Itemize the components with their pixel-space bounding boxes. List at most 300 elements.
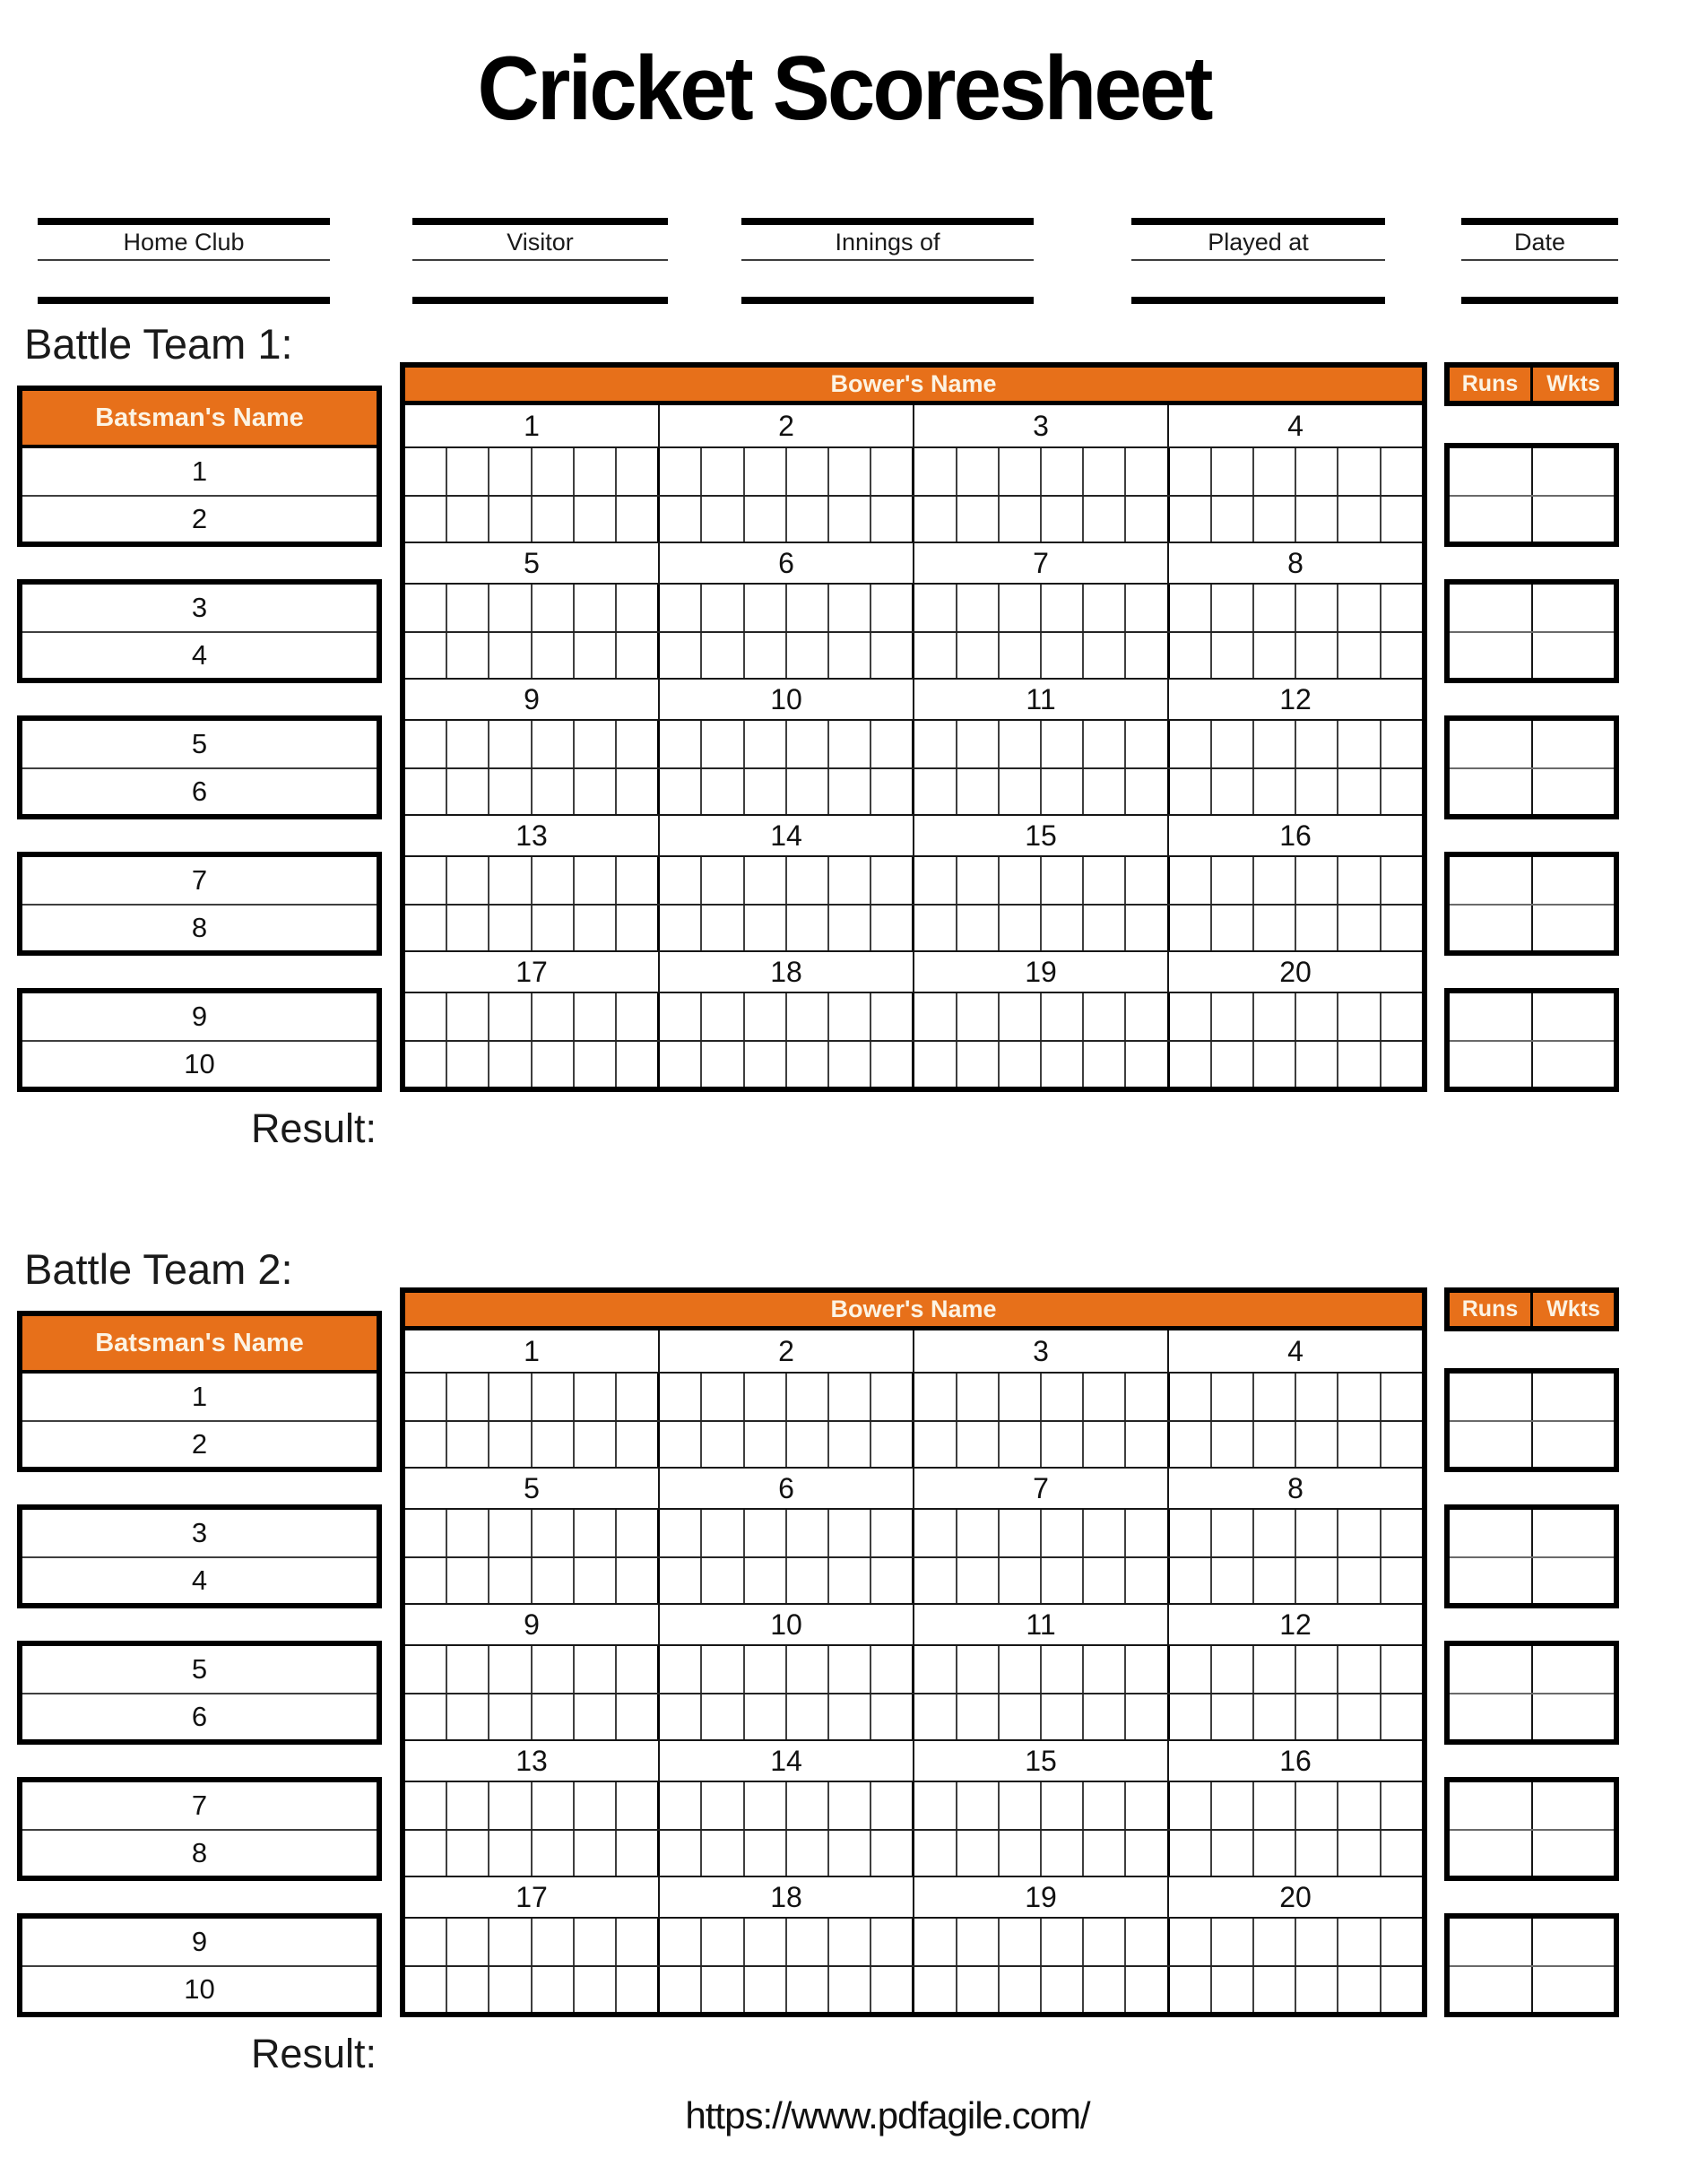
- batsman-name-cell[interactable]: 2: [22, 1420, 377, 1467]
- wkts-cell[interactable]: [1533, 1782, 1615, 1829]
- ball-score-cell[interactable]: [1126, 857, 1169, 904]
- ball-score-cell[interactable]: [405, 1646, 447, 1693]
- batsman-name-cell[interactable]: 10: [22, 1965, 377, 2012]
- ball-score-cell[interactable]: [1000, 1042, 1042, 1087]
- ball-score-cell[interactable]: [1170, 585, 1212, 631]
- ball-score-cell[interactable]: [1170, 1510, 1212, 1556]
- ball-score-cell[interactable]: [829, 1374, 871, 1420]
- ball-score-cell[interactable]: [575, 1831, 617, 1876]
- ball-score-cell[interactable]: [871, 1646, 914, 1693]
- ball-score-cell[interactable]: [914, 1558, 957, 1603]
- wkts-cell[interactable]: [1533, 857, 1615, 904]
- wkts-cell[interactable]: [1533, 1558, 1615, 1603]
- ball-score-cell[interactable]: [1126, 1558, 1169, 1603]
- ball-score-cell[interactable]: [660, 993, 702, 1040]
- ball-score-cell[interactable]: [787, 1694, 829, 1739]
- ball-score-cell[interactable]: [829, 1510, 871, 1556]
- ball-score-cell[interactable]: [1254, 1694, 1296, 1739]
- ball-score-cell[interactable]: [533, 1967, 575, 2012]
- ball-score-cell[interactable]: [1042, 721, 1084, 767]
- ball-score-cell[interactable]: [914, 857, 957, 904]
- ball-score-cell[interactable]: [1084, 1422, 1126, 1467]
- ball-score-cell[interactable]: [745, 585, 787, 631]
- ball-score-cell[interactable]: [1000, 1422, 1042, 1467]
- ball-score-cell[interactable]: [1084, 1782, 1126, 1829]
- ball-score-cell[interactable]: [1212, 993, 1254, 1040]
- ball-score-cell[interactable]: [829, 1646, 871, 1693]
- ball-score-cell[interactable]: [1296, 1374, 1338, 1420]
- ball-score-cell[interactable]: [1254, 857, 1296, 904]
- ball-score-cell[interactable]: [575, 1374, 617, 1420]
- batsman-name-cell[interactable]: 8: [22, 904, 377, 950]
- ball-score-cell[interactable]: [1170, 1782, 1212, 1829]
- ball-score-cell[interactable]: [1254, 497, 1296, 542]
- ball-score-cell[interactable]: [871, 585, 914, 631]
- ball-score-cell[interactable]: [489, 1558, 532, 1603]
- ball-score-cell[interactable]: [1126, 1510, 1169, 1556]
- ball-score-cell[interactable]: [914, 585, 957, 631]
- ball-score-cell[interactable]: [1212, 1919, 1254, 1965]
- ball-score-cell[interactable]: [447, 1831, 489, 1876]
- ball-score-cell[interactable]: [660, 1374, 702, 1420]
- ball-score-cell[interactable]: [1042, 633, 1084, 678]
- ball-score-cell[interactable]: [575, 633, 617, 678]
- ball-score-cell[interactable]: [829, 497, 871, 542]
- ball-score-cell[interactable]: [829, 906, 871, 950]
- ball-score-cell[interactable]: [660, 497, 702, 542]
- ball-score-cell[interactable]: [1170, 857, 1212, 904]
- ball-score-cell[interactable]: [1254, 448, 1296, 495]
- ball-score-cell[interactable]: [533, 1374, 575, 1420]
- ball-score-cell[interactable]: [617, 1831, 660, 1876]
- ball-score-cell[interactable]: [1084, 1042, 1126, 1087]
- ball-score-cell[interactable]: [1254, 633, 1296, 678]
- ball-score-cell[interactable]: [617, 857, 660, 904]
- ball-score-cell[interactable]: [575, 1646, 617, 1693]
- ball-score-cell[interactable]: [489, 585, 532, 631]
- runs-cell[interactable]: [1450, 906, 1533, 950]
- batsman-name-cell[interactable]: 2: [22, 495, 377, 542]
- ball-score-cell[interactable]: [1382, 721, 1422, 767]
- ball-score-cell[interactable]: [1084, 633, 1126, 678]
- batsman-name-cell[interactable]: 10: [22, 1040, 377, 1087]
- ball-score-cell[interactable]: [1042, 497, 1084, 542]
- ball-score-cell[interactable]: [1084, 497, 1126, 542]
- ball-score-cell[interactable]: [1126, 1782, 1169, 1829]
- ball-score-cell[interactable]: [829, 1694, 871, 1739]
- ball-score-cell[interactable]: [575, 1782, 617, 1829]
- ball-score-cell[interactable]: [1000, 1694, 1042, 1739]
- ball-score-cell[interactable]: [447, 1510, 489, 1556]
- ball-score-cell[interactable]: [405, 1919, 447, 1965]
- ball-score-cell[interactable]: [914, 1374, 957, 1420]
- ball-score-cell[interactable]: [787, 1422, 829, 1467]
- ball-score-cell[interactable]: [447, 633, 489, 678]
- ball-score-cell[interactable]: [702, 857, 744, 904]
- ball-score-cell[interactable]: [1000, 1967, 1042, 2012]
- ball-score-cell[interactable]: [787, 497, 829, 542]
- ball-score-cell[interactable]: [914, 769, 957, 814]
- ball-score-cell[interactable]: [660, 721, 702, 767]
- ball-score-cell[interactable]: [1254, 1831, 1296, 1876]
- ball-score-cell[interactable]: [1126, 993, 1169, 1040]
- ball-score-cell[interactable]: [1126, 497, 1169, 542]
- wkts-cell[interactable]: [1533, 906, 1615, 950]
- wkts-cell[interactable]: [1533, 721, 1615, 767]
- ball-score-cell[interactable]: [914, 1694, 957, 1739]
- ball-score-cell[interactable]: [617, 721, 660, 767]
- ball-score-cell[interactable]: [660, 1694, 702, 1739]
- ball-score-cell[interactable]: [1296, 993, 1338, 1040]
- ball-score-cell[interactable]: [1212, 721, 1254, 767]
- ball-score-cell[interactable]: [1382, 1558, 1422, 1603]
- ball-score-cell[interactable]: [489, 1694, 532, 1739]
- ball-score-cell[interactable]: [1254, 993, 1296, 1040]
- ball-score-cell[interactable]: [489, 1510, 532, 1556]
- ball-score-cell[interactable]: [575, 448, 617, 495]
- ball-score-cell[interactable]: [745, 1374, 787, 1420]
- ball-score-cell[interactable]: [1254, 906, 1296, 950]
- ball-score-cell[interactable]: [1338, 1919, 1381, 1965]
- ball-score-cell[interactable]: [957, 721, 1000, 767]
- ball-score-cell[interactable]: [1338, 1510, 1381, 1556]
- ball-score-cell[interactable]: [1296, 769, 1338, 814]
- ball-score-cell[interactable]: [489, 1782, 532, 1829]
- ball-score-cell[interactable]: [702, 1042, 744, 1087]
- ball-score-cell[interactable]: [575, 497, 617, 542]
- ball-score-cell[interactable]: [1084, 585, 1126, 631]
- wkts-cell[interactable]: [1533, 993, 1615, 1040]
- wkts-cell[interactable]: [1533, 1694, 1615, 1739]
- ball-score-cell[interactable]: [1084, 1831, 1126, 1876]
- ball-score-cell[interactable]: [871, 1782, 914, 1829]
- ball-score-cell[interactable]: [914, 721, 957, 767]
- ball-score-cell[interactable]: [533, 1694, 575, 1739]
- ball-score-cell[interactable]: [829, 1967, 871, 2012]
- batsman-name-cell[interactable]: 7: [191, 864, 208, 896]
- runs-cell[interactable]: [1450, 1374, 1533, 1420]
- batsman-name-cell[interactable]: 4: [22, 631, 377, 678]
- ball-score-cell[interactable]: [1382, 1919, 1422, 1965]
- ball-score-cell[interactable]: [489, 857, 532, 904]
- ball-score-cell[interactable]: [1296, 1831, 1338, 1876]
- header-field-innings-of[interactable]: [741, 218, 1034, 304]
- ball-score-cell[interactable]: [1296, 857, 1338, 904]
- ball-score-cell[interactable]: [745, 633, 787, 678]
- ball-score-cell[interactable]: [489, 448, 532, 495]
- batsman-name-cell[interactable]: 6: [22, 767, 377, 814]
- ball-score-cell[interactable]: [1126, 1967, 1169, 2012]
- wkts-cell[interactable]: [1533, 1374, 1615, 1420]
- ball-score-cell[interactable]: [829, 1042, 871, 1087]
- ball-score-cell[interactable]: [1254, 1646, 1296, 1693]
- ball-score-cell[interactable]: [702, 993, 744, 1040]
- runs-cell[interactable]: [1450, 1558, 1533, 1603]
- ball-score-cell[interactable]: [787, 1646, 829, 1693]
- ball-score-cell[interactable]: [1296, 1919, 1338, 1965]
- ball-score-cell[interactable]: [1042, 1919, 1084, 1965]
- ball-score-cell[interactable]: [447, 1967, 489, 2012]
- ball-score-cell[interactable]: [447, 1782, 489, 1829]
- ball-score-cell[interactable]: [829, 1558, 871, 1603]
- ball-score-cell[interactable]: [1212, 585, 1254, 631]
- ball-score-cell[interactable]: [1296, 497, 1338, 542]
- ball-score-cell[interactable]: [829, 1782, 871, 1829]
- ball-score-cell[interactable]: [1382, 1374, 1422, 1420]
- ball-score-cell[interactable]: [957, 497, 1000, 542]
- ball-score-cell[interactable]: [829, 1919, 871, 1965]
- ball-score-cell[interactable]: [745, 1919, 787, 1965]
- ball-score-cell[interactable]: [1338, 1646, 1381, 1693]
- ball-score-cell[interactable]: [1170, 1646, 1212, 1693]
- ball-score-cell[interactable]: [957, 1782, 1000, 1829]
- ball-score-cell[interactable]: [871, 1967, 914, 2012]
- ball-score-cell[interactable]: [914, 1646, 957, 1693]
- ball-score-cell[interactable]: [1170, 448, 1212, 495]
- ball-score-cell[interactable]: [745, 1510, 787, 1556]
- ball-score-cell[interactable]: [405, 993, 447, 1040]
- ball-score-cell[interactable]: [914, 1422, 957, 1467]
- ball-score-cell[interactable]: [575, 769, 617, 814]
- wkts-cell[interactable]: [1533, 633, 1615, 678]
- runs-cell[interactable]: [1450, 769, 1533, 814]
- ball-score-cell[interactable]: [702, 1374, 744, 1420]
- ball-score-cell[interactable]: [617, 1422, 660, 1467]
- ball-score-cell[interactable]: [1296, 721, 1338, 767]
- ball-score-cell[interactable]: [447, 1042, 489, 1087]
- batsman-name-cell[interactable]: 3: [191, 592, 208, 623]
- ball-score-cell[interactable]: [1000, 857, 1042, 904]
- ball-score-cell[interactable]: [575, 1919, 617, 1965]
- ball-score-cell[interactable]: [533, 1558, 575, 1603]
- ball-score-cell[interactable]: [575, 993, 617, 1040]
- ball-score-cell[interactable]: [1126, 585, 1169, 631]
- ball-score-cell[interactable]: [1042, 448, 1084, 495]
- ball-score-cell[interactable]: [1212, 1042, 1254, 1087]
- ball-score-cell[interactable]: [1000, 633, 1042, 678]
- ball-score-cell[interactable]: [1212, 1510, 1254, 1556]
- ball-score-cell[interactable]: [1042, 1558, 1084, 1603]
- ball-score-cell[interactable]: [1170, 1042, 1212, 1087]
- ball-score-cell[interactable]: [1382, 1967, 1422, 2012]
- ball-score-cell[interactable]: [745, 1831, 787, 1876]
- ball-score-cell[interactable]: [617, 1510, 660, 1556]
- ball-score-cell[interactable]: [787, 1558, 829, 1603]
- ball-score-cell[interactable]: [405, 1042, 447, 1087]
- ball-score-cell[interactable]: [660, 1510, 702, 1556]
- ball-score-cell[interactable]: [1296, 1782, 1338, 1829]
- ball-score-cell[interactable]: [1126, 1374, 1169, 1420]
- runs-cell[interactable]: [1450, 1510, 1533, 1556]
- ball-score-cell[interactable]: [829, 633, 871, 678]
- ball-score-cell[interactable]: [702, 497, 744, 542]
- ball-score-cell[interactable]: [489, 1042, 532, 1087]
- ball-score-cell[interactable]: [745, 497, 787, 542]
- ball-score-cell[interactable]: [1338, 1558, 1381, 1603]
- ball-score-cell[interactable]: [1338, 1967, 1381, 2012]
- ball-score-cell[interactable]: [1254, 1510, 1296, 1556]
- ball-score-cell[interactable]: [1212, 1694, 1254, 1739]
- ball-score-cell[interactable]: [617, 1646, 660, 1693]
- ball-score-cell[interactable]: [617, 769, 660, 814]
- ball-score-cell[interactable]: [745, 1646, 787, 1693]
- runs-cell[interactable]: [1450, 1782, 1533, 1829]
- runs-cell[interactable]: [1450, 1831, 1533, 1876]
- ball-score-cell[interactable]: [1042, 1694, 1084, 1739]
- ball-score-cell[interactable]: [1042, 585, 1084, 631]
- ball-score-cell[interactable]: [745, 1422, 787, 1467]
- ball-score-cell[interactable]: [1084, 857, 1126, 904]
- ball-score-cell[interactable]: [787, 721, 829, 767]
- ball-score-cell[interactable]: [745, 721, 787, 767]
- ball-score-cell[interactable]: [829, 448, 871, 495]
- ball-score-cell[interactable]: [575, 1422, 617, 1467]
- ball-score-cell[interactable]: [1338, 993, 1381, 1040]
- runs-cell[interactable]: [1450, 857, 1533, 904]
- ball-score-cell[interactable]: [447, 906, 489, 950]
- ball-score-cell[interactable]: [533, 448, 575, 495]
- ball-score-cell[interactable]: [1126, 1042, 1169, 1087]
- ball-score-cell[interactable]: [1084, 1646, 1126, 1693]
- ball-score-cell[interactable]: [957, 1919, 1000, 1965]
- ball-score-cell[interactable]: [1212, 1782, 1254, 1829]
- ball-score-cell[interactable]: [533, 497, 575, 542]
- ball-score-cell[interactable]: [1170, 993, 1212, 1040]
- ball-score-cell[interactable]: [957, 906, 1000, 950]
- batsman-name-cell[interactable]: 4: [22, 1556, 377, 1603]
- ball-score-cell[interactable]: [1338, 769, 1381, 814]
- wkts-cell[interactable]: [1533, 497, 1615, 542]
- ball-score-cell[interactable]: [1042, 857, 1084, 904]
- ball-score-cell[interactable]: [871, 633, 914, 678]
- ball-score-cell[interactable]: [1382, 1422, 1422, 1467]
- ball-score-cell[interactable]: [617, 1374, 660, 1420]
- runs-cell[interactable]: [1450, 993, 1533, 1040]
- ball-score-cell[interactable]: [405, 721, 447, 767]
- ball-score-cell[interactable]: [533, 993, 575, 1040]
- ball-score-cell[interactable]: [447, 585, 489, 631]
- ball-score-cell[interactable]: [447, 721, 489, 767]
- ball-score-cell[interactable]: [575, 1510, 617, 1556]
- wkts-cell[interactable]: [1533, 585, 1615, 631]
- ball-score-cell[interactable]: [617, 1694, 660, 1739]
- ball-score-cell[interactable]: [702, 1782, 744, 1829]
- ball-score-cell[interactable]: [1042, 1646, 1084, 1693]
- ball-score-cell[interactable]: [1126, 448, 1169, 495]
- ball-score-cell[interactable]: [405, 497, 447, 542]
- ball-score-cell[interactable]: [447, 1374, 489, 1420]
- ball-score-cell[interactable]: [405, 1831, 447, 1876]
- ball-score-cell[interactable]: [1338, 448, 1381, 495]
- ball-score-cell[interactable]: [745, 857, 787, 904]
- ball-score-cell[interactable]: [1338, 1831, 1381, 1876]
- ball-score-cell[interactable]: [787, 1919, 829, 1965]
- ball-score-cell[interactable]: [1254, 1422, 1296, 1467]
- wkts-cell[interactable]: [1533, 1042, 1615, 1087]
- ball-score-cell[interactable]: [1126, 633, 1169, 678]
- ball-score-cell[interactable]: [702, 1422, 744, 1467]
- ball-score-cell[interactable]: [1212, 497, 1254, 542]
- ball-score-cell[interactable]: [617, 633, 660, 678]
- ball-score-cell[interactable]: [1382, 585, 1422, 631]
- ball-score-cell[interactable]: [1296, 448, 1338, 495]
- ball-score-cell[interactable]: [447, 497, 489, 542]
- ball-score-cell[interactable]: [914, 1967, 957, 2012]
- ball-score-cell[interactable]: [660, 1831, 702, 1876]
- ball-score-cell[interactable]: [871, 448, 914, 495]
- ball-score-cell[interactable]: [914, 1042, 957, 1087]
- ball-score-cell[interactable]: [405, 857, 447, 904]
- ball-score-cell[interactable]: [1170, 497, 1212, 542]
- ball-score-cell[interactable]: [871, 993, 914, 1040]
- ball-score-cell[interactable]: [1042, 1374, 1084, 1420]
- wkts-cell[interactable]: [1533, 1646, 1615, 1693]
- wkts-cell[interactable]: [1533, 1510, 1615, 1556]
- ball-score-cell[interactable]: [1084, 1510, 1126, 1556]
- ball-score-cell[interactable]: [1084, 448, 1126, 495]
- batsman-name-cell[interactable]: 1: [191, 1381, 208, 1412]
- wkts-cell[interactable]: [1533, 448, 1615, 495]
- ball-score-cell[interactable]: [1042, 1510, 1084, 1556]
- ball-score-cell[interactable]: [745, 1042, 787, 1087]
- ball-score-cell[interactable]: [1296, 1646, 1338, 1693]
- ball-score-cell[interactable]: [533, 1042, 575, 1087]
- ball-score-cell[interactable]: [617, 497, 660, 542]
- ball-score-cell[interactable]: [447, 448, 489, 495]
- ball-score-cell[interactable]: [660, 1919, 702, 1965]
- ball-score-cell[interactable]: [1170, 1374, 1212, 1420]
- ball-score-cell[interactable]: [489, 633, 532, 678]
- ball-score-cell[interactable]: [617, 906, 660, 950]
- ball-score-cell[interactable]: [787, 1374, 829, 1420]
- ball-score-cell[interactable]: [1254, 1042, 1296, 1087]
- ball-score-cell[interactable]: [1170, 1919, 1212, 1965]
- ball-score-cell[interactable]: [871, 721, 914, 767]
- ball-score-cell[interactable]: [787, 1510, 829, 1556]
- ball-score-cell[interactable]: [702, 1831, 744, 1876]
- ball-score-cell[interactable]: [575, 906, 617, 950]
- ball-score-cell[interactable]: [1170, 633, 1212, 678]
- ball-score-cell[interactable]: [914, 993, 957, 1040]
- ball-score-cell[interactable]: [787, 906, 829, 950]
- ball-score-cell[interactable]: [1042, 1831, 1084, 1876]
- ball-score-cell[interactable]: [1382, 769, 1422, 814]
- ball-score-cell[interactable]: [405, 906, 447, 950]
- ball-score-cell[interactable]: [405, 1510, 447, 1556]
- ball-score-cell[interactable]: [1126, 1646, 1169, 1693]
- ball-score-cell[interactable]: [1254, 1919, 1296, 1965]
- ball-score-cell[interactable]: [745, 1558, 787, 1603]
- batsman-name-cell[interactable]: 8: [22, 1829, 377, 1876]
- ball-score-cell[interactable]: [1212, 1831, 1254, 1876]
- runs-cell[interactable]: [1450, 1422, 1533, 1467]
- batsman-name-cell[interactable]: 5: [191, 1653, 208, 1685]
- runs-cell[interactable]: [1450, 1919, 1533, 1965]
- ball-score-cell[interactable]: [1000, 906, 1042, 950]
- ball-score-cell[interactable]: [1126, 1694, 1169, 1739]
- ball-score-cell[interactable]: [660, 585, 702, 631]
- ball-score-cell[interactable]: [660, 1558, 702, 1603]
- ball-score-cell[interactable]: [1042, 993, 1084, 1040]
- ball-score-cell[interactable]: [660, 857, 702, 904]
- ball-score-cell[interactable]: [1296, 1694, 1338, 1739]
- ball-score-cell[interactable]: [871, 906, 914, 950]
- ball-score-cell[interactable]: [702, 633, 744, 678]
- ball-score-cell[interactable]: [1382, 497, 1422, 542]
- header-field-played-at[interactable]: [1131, 218, 1385, 304]
- ball-score-cell[interactable]: [533, 585, 575, 631]
- ball-score-cell[interactable]: [957, 1831, 1000, 1876]
